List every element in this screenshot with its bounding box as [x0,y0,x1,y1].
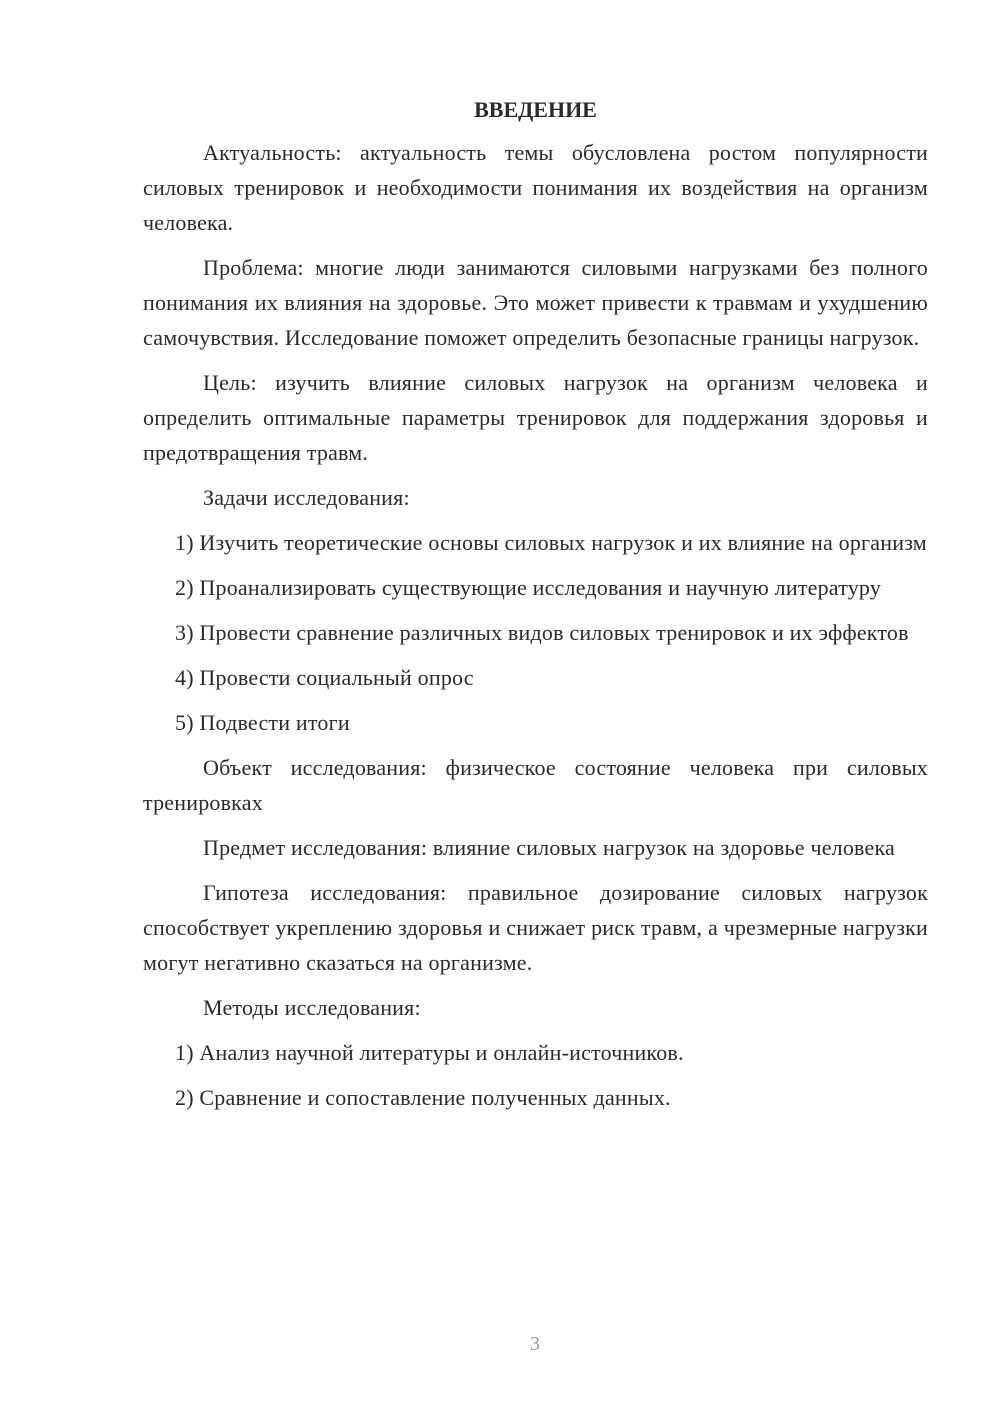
task-item-5: 5) Подвести итоги [175,710,350,735]
object-paragraph: Объект исследования: физическое состояние человека при силовых тренировках [143,755,928,815]
section-title: ВВЕДЕНИЕ [474,97,597,122]
methods-heading: Методы исследования: [203,995,421,1020]
page-number: 3 [530,1333,540,1355]
task-item-1: 1) Изучить теоретические основы силовых нагрузок и их влияние на организм [175,530,927,555]
subject-paragraph: Предмет исследования: влияние силовых нагрузок на здоровье человека [203,835,895,860]
relevance-paragraph: Актуальность: актуальность темы обусловлена ростом популярности силовых тренировок и необходимости понимания их воздействия на организм человека. [143,140,928,235]
tasks-heading: Задачи исследования: [203,485,410,510]
task-item-3: 3) Провести сравнение различных видов силовых тренировок и их эффектов [175,620,909,645]
method-item-1: 1) Анализ научной литературы и онлайн-источников. [175,1040,684,1065]
method-item-2: 2) Сравнение и сопоставление полученных данных. [175,1085,671,1110]
task-item-4: 4) Провести социальный опрос [175,665,474,690]
problem-paragraph: Проблема: многие люди занимаются силовыми нагрузками без полного понимания их влияния на здоровье. Это может привести к травмам и ухудшению самочувствия. Исследование поможет определить безопасные границы нагрузок. [143,255,928,350]
hypothesis-paragraph: Гипотеза исследования: правильное дозирование силовых нагрузок способствует укреплению здоровья и снижает риск травм, а чрезмерные нагрузки могут негативно сказаться на организме. [143,880,928,975]
page-content [143,92,928,1125]
task-item-2: 2) Проанализировать существующие исследования и научную литературу [175,575,882,600]
goal-paragraph: Цель: изучить влияние силовых нагрузок на организм человека и определить оптимальные параметры тренировок для поддержания здоровья и предотвращения травм. [143,370,928,465]
